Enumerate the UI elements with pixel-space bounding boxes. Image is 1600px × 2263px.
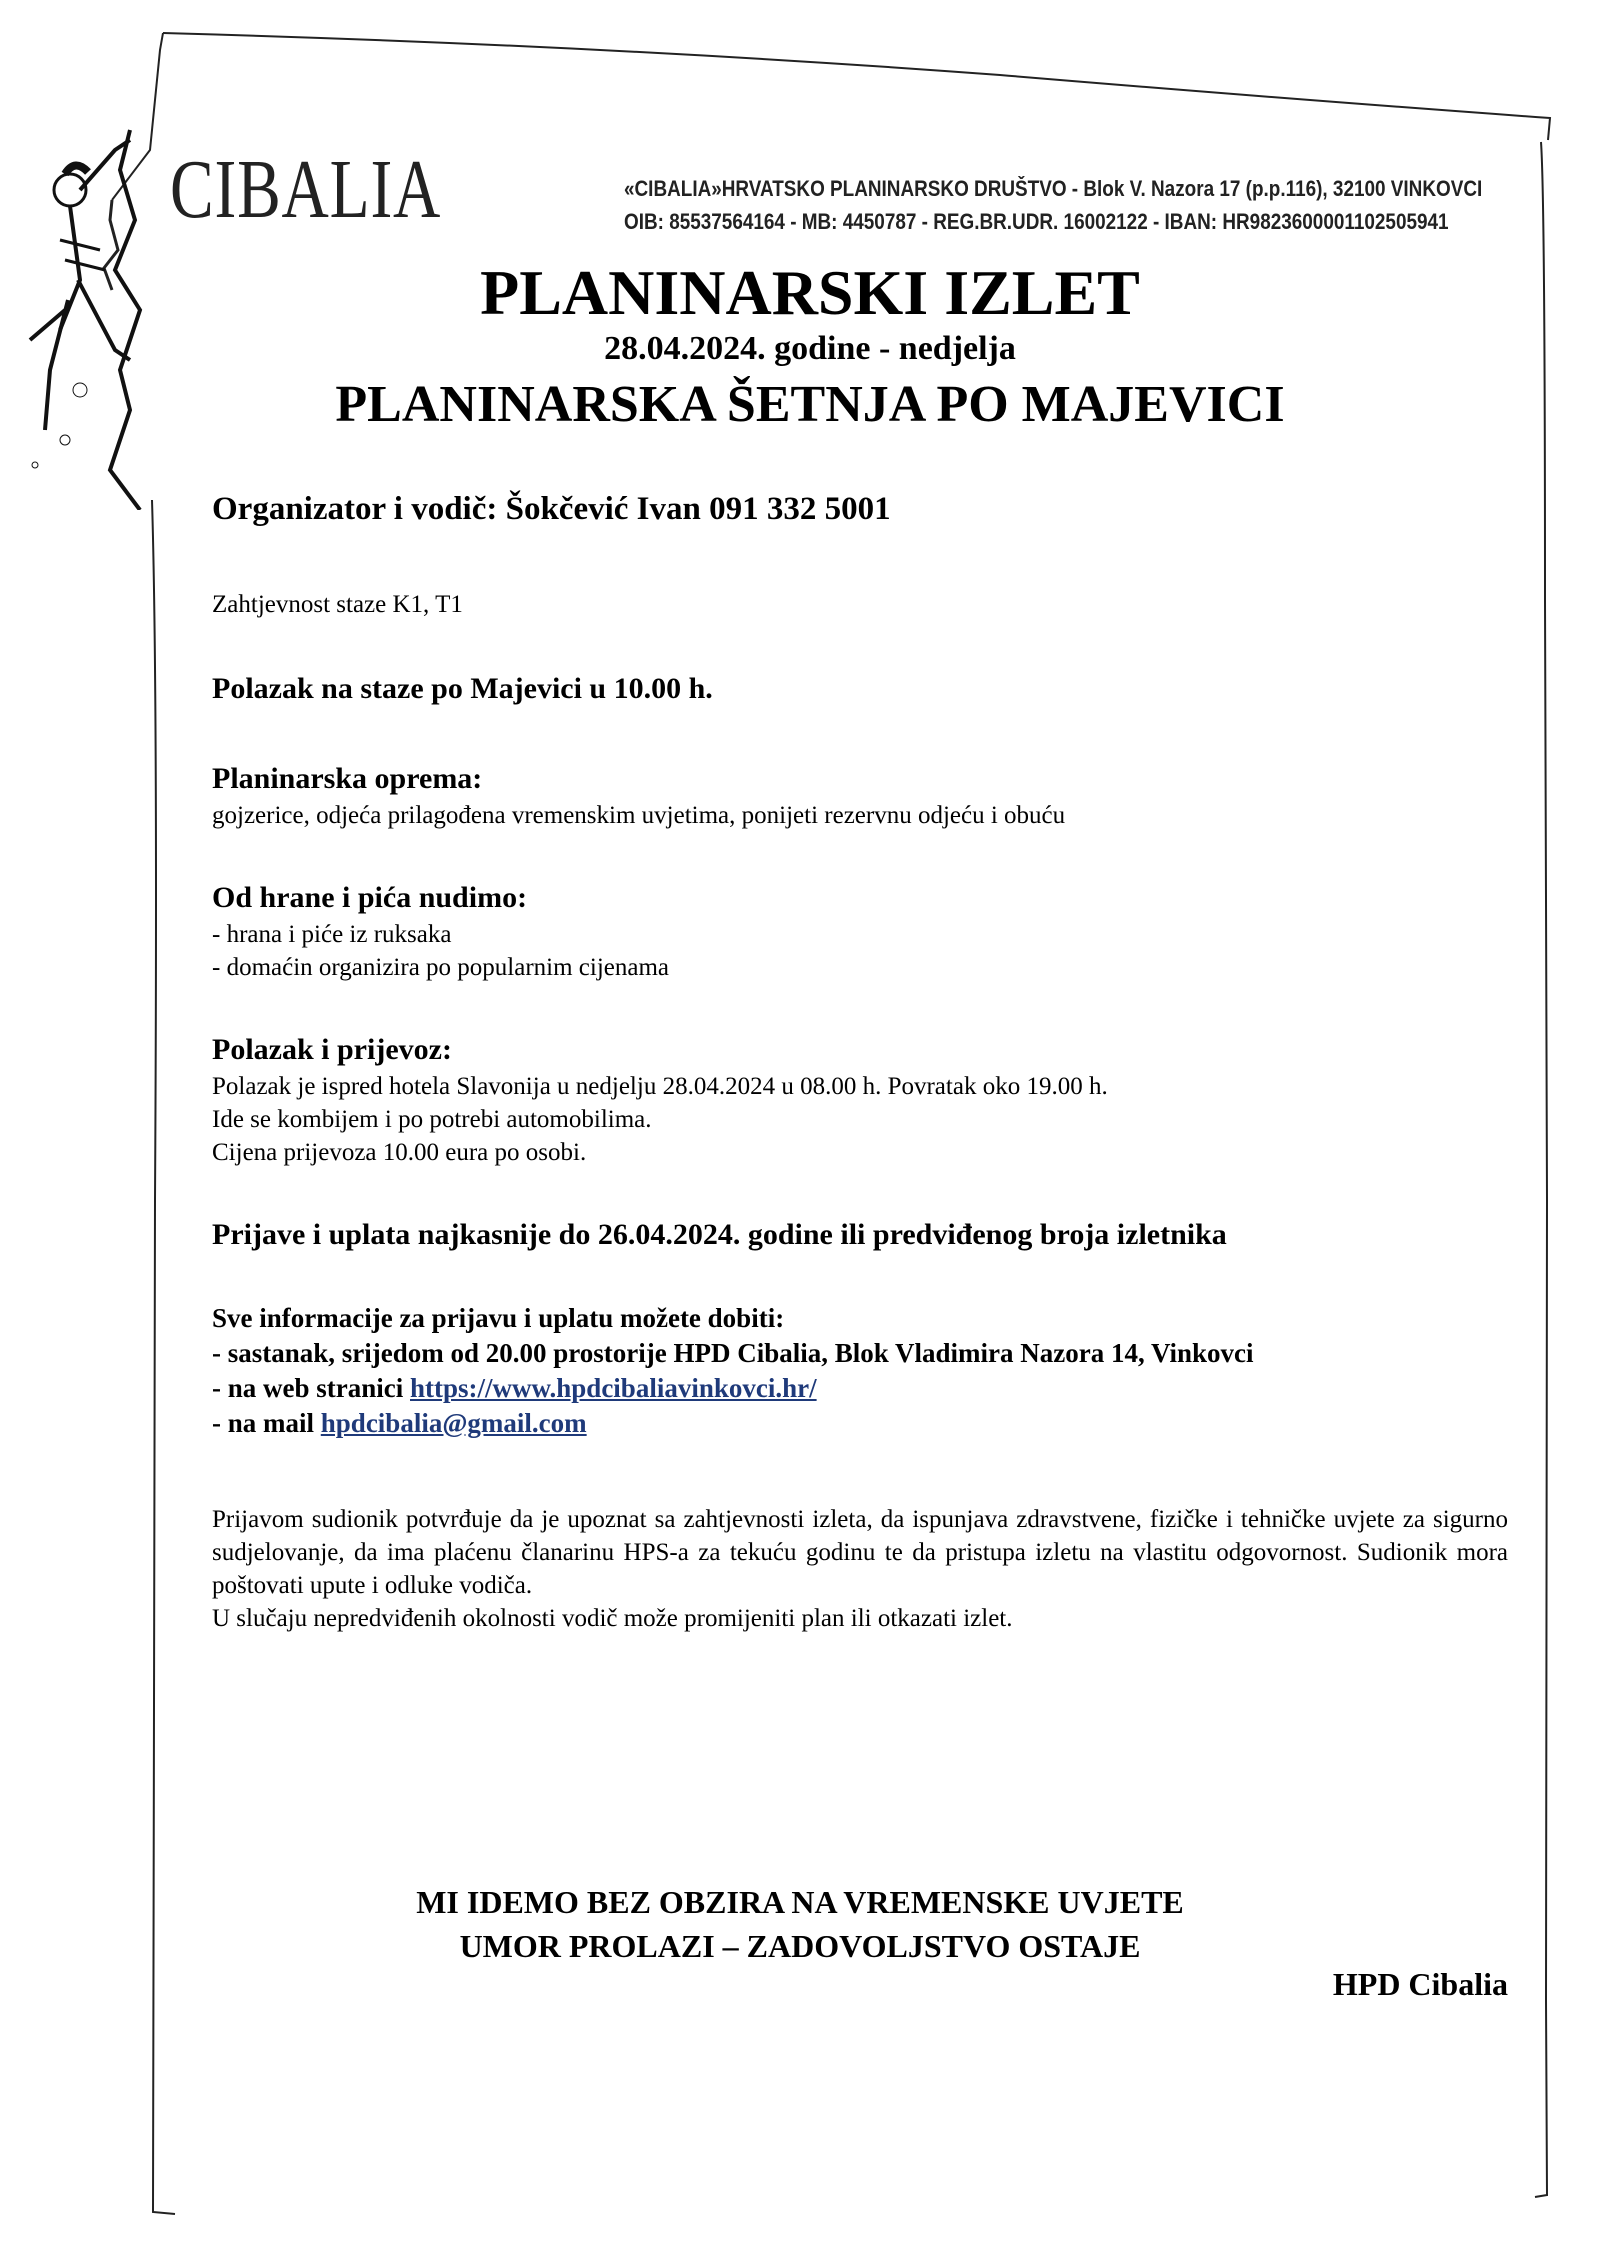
info-web-line: [212, 1371, 1512, 1406]
info-mail-line: [212, 1406, 1512, 1441]
food-heading: Od hrane i pića nudimo:: [212, 881, 528, 914]
event-subtitle: PLANINARSKA ŠETNJA PO MAJEVICI: [335, 376, 1285, 433]
page-title: PLANINARSKI IZLET: [480, 257, 1140, 328]
organization-info: [624, 172, 1482, 238]
difficulty-line: Zahtjevnost staze K1, T1: [212, 591, 463, 618]
transport-line: Cijena prijevoza 10.00 eura po osobi.: [212, 1139, 587, 1166]
info-mail-prefix: - na mail: [212, 1408, 321, 1438]
disclaimer-paragraph: Prijavom sudionik potvrđuje da je upoznat sa zahtjevnosti izleta, da ispunjava zdravstvene, fizičke i tehničke uvjete za sigurno sudjelovanje, da ima plaćenu članarinu HPS-a za tekuću godinu te da pristupa izletu na vlastitu odgovornost. Sudionik mora poštovati upute i odluke vodiča.: [212, 1506, 1508, 1599]
website-link[interactable]: https://www.hpdcibaliavinkovci.hr/: [410, 1373, 817, 1403]
info-heading: Sve informacije za prijavu i uplatu možete dobiti:: [212, 1303, 785, 1333]
org-registration-line: OIB: 85537564164 - MB: 4450787 - REG.BR.UDR. 16002122 - IBAN: HR9823600001102505941: [624, 209, 1449, 234]
email-link[interactable]: hpdcibalia@gmail.com: [320, 1408, 587, 1438]
motto-line-2: UMOR PROLAZI – ZADOVOLJSTVO OSTAJE: [459, 1928, 1141, 1964]
transport-line: Ide se kombijem i po potrebi automobilima.: [212, 1106, 652, 1133]
motto-line-1: MI IDEMO BEZ OBZIRA NA VREMENSKE UVJETE: [416, 1884, 1184, 1920]
equipment-heading: Planinarska oprema:: [212, 762, 483, 795]
food-item: - domaćin organizira po popularnim cijenama: [212, 954, 670, 981]
disclaimer-note: U slučaju nepredviđenih okolnosti vodič može promijeniti plan ili otkazati izlet.: [212, 1605, 1013, 1632]
transport-line: Polazak je ispred hotela Slavonija u nedjelju 28.04.2024 u 08.00 h. Povratak oko 19.00 h.: [212, 1073, 1108, 1100]
event-date: 28.04.2024. godine - nedjelja: [604, 330, 1016, 367]
org-address-line: «CIBALIA»HRVATSKO PLANINARSKO DRUŠTVO - Blok V. Nazora 17 (p.p.116), 32100 VINKOVCI: [624, 176, 1483, 201]
signature: HPD Cibalia: [1332, 1966, 1508, 2002]
registration-deadline: Prijave i uplata najkasnije do 26.04.2024. godine ili predviđenog broja izletnika: [212, 1218, 1227, 1251]
logo-text: CIBALIA: [170, 143, 442, 236]
organizer-line: Organizator i vodič: Šokčević Ivan 091 332 5001: [212, 491, 891, 527]
start-time-line: Polazak na staze po Majevici u 10.00 h.: [212, 672, 713, 705]
equipment-text: gojzerice, odjeća prilagođena vremenskim uvjetima, ponijeti rezervnu odjeću i obuću: [212, 802, 1066, 829]
info-web-prefix: - na web stranici: [212, 1373, 410, 1403]
food-item: - hrana i piće iz ruksaka: [212, 921, 452, 948]
event-details: [212, 488, 1512, 1635]
transport-heading: Polazak i prijevoz:: [212, 1033, 452, 1066]
info-meeting: - sastanak, srijedom od 20.00 prostorije HPD Cibalia, Blok Vladimira Nazora 14, Vinkovci: [212, 1338, 1254, 1368]
